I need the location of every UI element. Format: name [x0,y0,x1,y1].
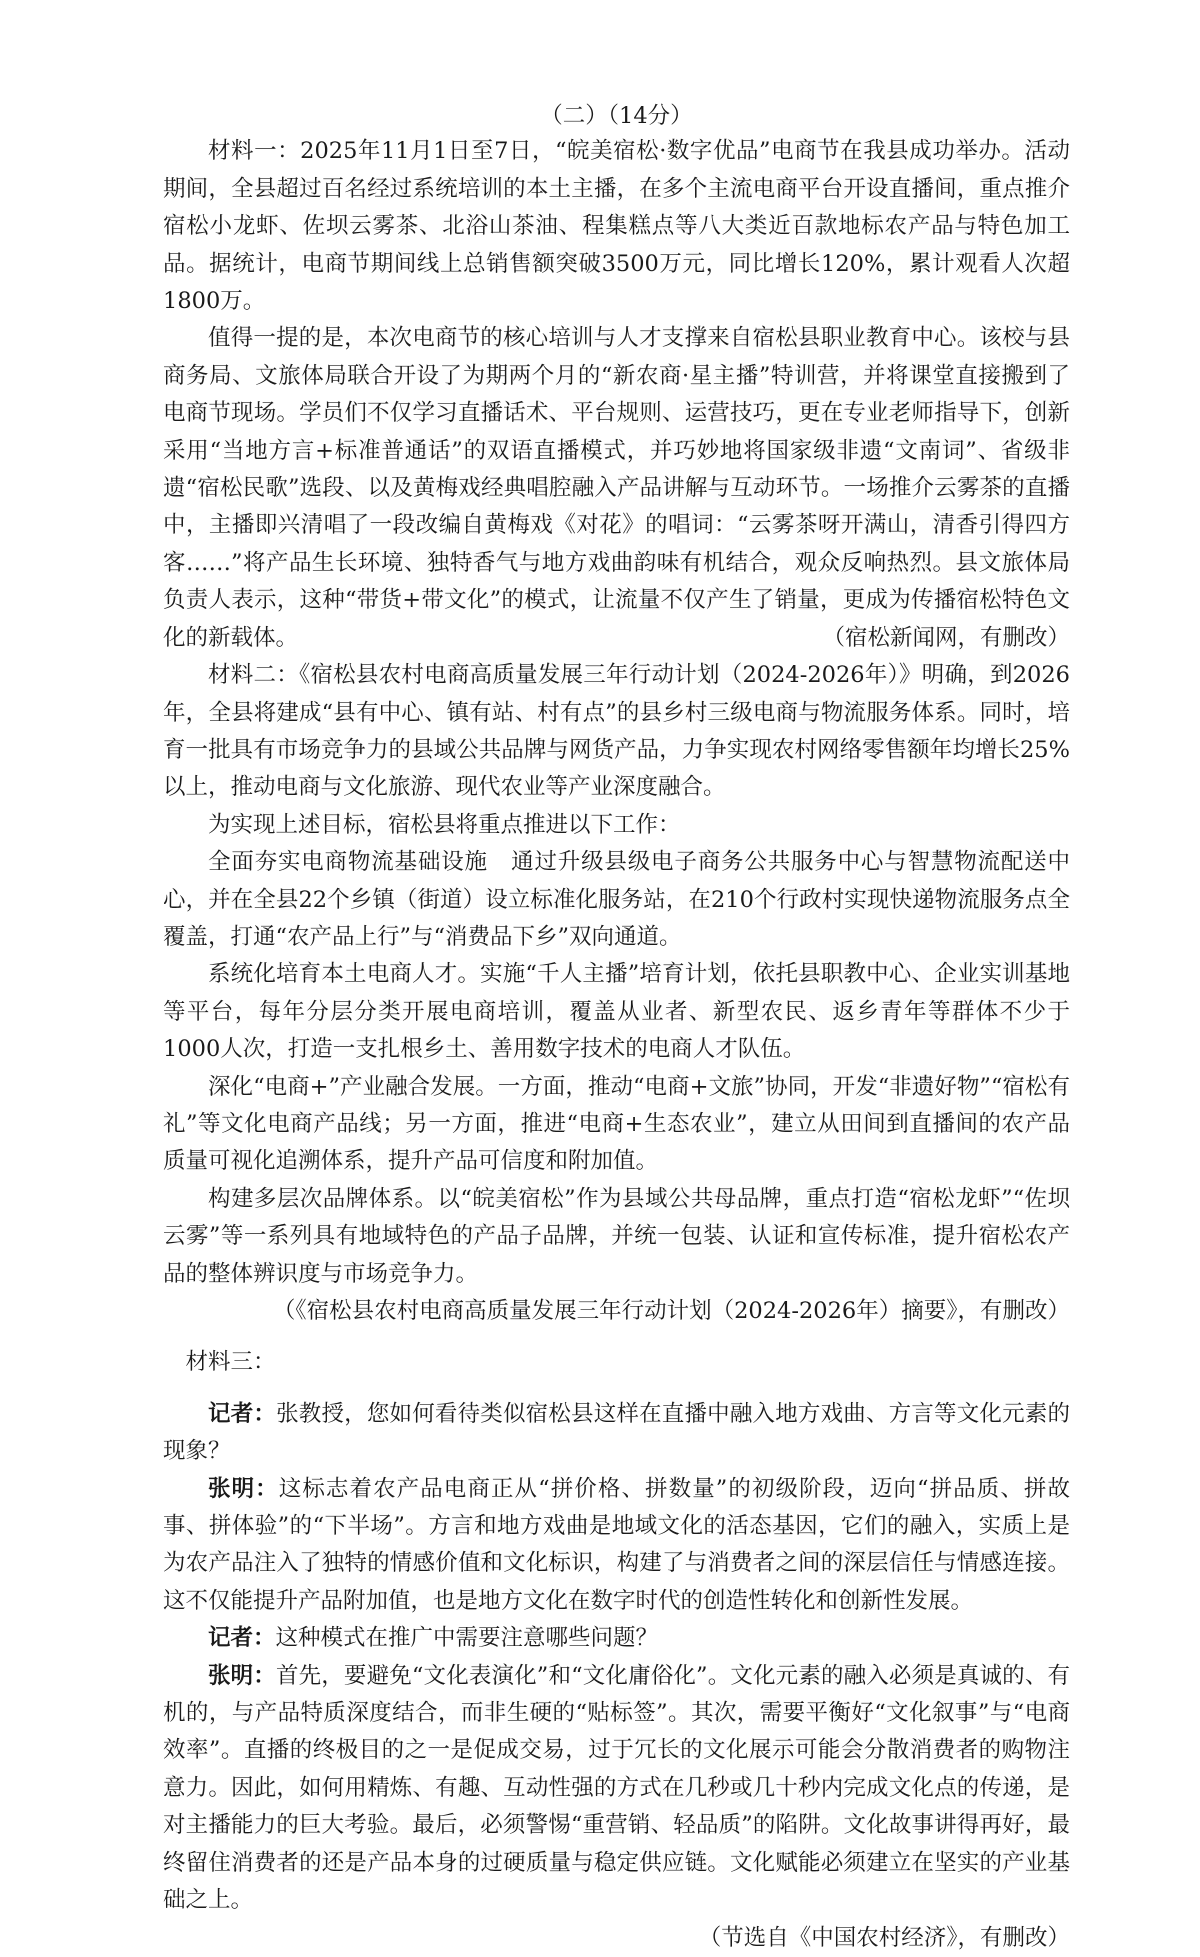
material2-paragraph-3: 全面夯实电商物流基础设施 通过升级县级电子商务公共服务中心与智慧物流配送中心，并在全县22个乡镇（街道）设立标准化服务站，在210个行政村实现快递物流服务点全覆盖，打通“农产品上行”与“消费品下乡”双向通道。 [163,849,1070,950]
speaker-reporter: 记者： [208,1625,276,1652]
material2-paragraph-2: 为实现上述目标，宿松县将重点推进以下工作： [208,811,681,838]
speaker-zhangming: 张明： [208,1662,276,1689]
material3-source: （节选自《中国农村经济》，有删改） [698,1924,1070,1951]
material1-source: （宿松新闻网，有删改） [822,624,1070,651]
material2-source: （《宿松县农村电商高质量发展三年行动计划（2024-2026年）摘要》，有删改） [272,1298,1070,1324]
material3-question-1 [163,1396,1070,1471]
material3-question-2 [163,1620,1070,1657]
material3-label: 材料三： [185,1349,276,1376]
speaker-zhangming: 张明： [208,1475,279,1502]
material2-paragraph-4: 系统化培育本土电商人才。实施“千人主播”培育计划，依托县职教中心、企业实训基地等平台，每年分层分类开展电商培训，覆盖从业者、新型农民、返乡青年等群体不少于1000人次，打造一支扎根乡土、善用数字技术的电商人才队伍。 [163,961,1070,1063]
material3-answer-1 [163,1471,1070,1621]
answer-2-text: 首先，要避免“文化表演化”和“文化庸俗化”。文化元素的融入必须是真诚的、有机的，与产品特质深度结合，而非生硬的“贴标签”。其次，需要平衡好“文化叙事”与“电商效率”。直播的终极目的之一是促成交易，过于冗长的文化展示可能会分散消费者的购物注意力。因此，如何用精炼、有趣、互动性强的方式在几秒或几十秒内完成文化点的传递，是对主播能力的巨大考验。最后，必须警惕“重营销、轻品质”的陷阱。文化故事讲得再好，最终留住消费者的还是产品本身的过硬质量与稳定供应链。文化赋能必须建立在坚实的产业基础之上。 [163,1662,1070,1914]
material2-paragraph-6: 构建多层次品牌体系。以“皖美宿松”作为县域公共母品牌，重点打造“宿松龙虾”“佐坝云雾”等一系列具有地域特色的产品子品牌，并统一包装、认证和宣传标准，提升宿松农产品的整体辨识度与市场竞争力。 [163,1185,1070,1287]
spacer [163,1382,1070,1396]
spacer [163,1330,1070,1344]
material1-paragraph-2 [163,320,1070,657]
material1-paragraph-1: 材料一：2025年11月1日至7日，“皖美宿松·数字优品”电商节在我县成功举办。活动期间，全县超过百名经过系统培训的本土主播，在多个主流电商平台开设直播间，重点推介宿松小龙虾、佐坝云雾茶、北浴山茶油、程集糕点等八大类近百款地标农产品与特色加工品。据统计，电商节期间线上总销售额突破3500万元，同比增长120%，累计观看人次超1800万。 [163,138,1070,315]
answer-1-text: 这标志着农产品电商正从“拼价格、拼数量”的初级阶段，迈向“拼品质、拼故事、拼体验”的“下半场”。方言和地方戏曲是地域文化的活态基因，它们的融入，实质上是为农产品注入了独特的情感价值和文化标识，构建了与消费者之间的深层信任与情感连接。这不仅能提升产品附加值，也是地方文化在数字时代的创造性转化和创新性发展。 [163,1475,1070,1614]
question-1-text: 张教授，您如何看待类似宿松县这样在直播中融入地方戏曲、方言等文化元素的现象？ [163,1400,1070,1465]
question-2-text: 这种模式在推广中需要注意哪些问题？ [275,1625,659,1652]
material1-paragraph-2-text: 值得一提的是，本次电商节的核心培训与人才支撑来自宿松县职业教育中心。该校与县商务局、文旅体局联合开设了为期两个月的“新农商·星主播”特训营，并将课堂直接搬到了电商节现场。学员们不仅学习直播话术、平台规则、运营技巧，更在专业老师指导下，创新采用“当地方言+标准普通话”的双语直播模式，并巧妙地将国家级非遗“文南词”、省级非遗“宿松民歌”选段、以及黄梅戏经典唱腔融入产品讲解与互动环节。一场推介云雾茶的直播中，主播即兴清唱了一段改编自黄梅戏《对花》的唱词：“云雾茶呀开满山，清香引得四方客……”将产品生长环境、独特香气与地方戏曲韵味有机结合，观众反响热烈。县文旅体局负责人表示，这种“带货+带文化”的模式，让流量不仅产生了销量，更成为传播宿松特色文化的新载体。 [163,325,1070,651]
material2-paragraph-1: 材料二：《宿松县农村电商高质量发展三年行动计划（2024-2026年）》明确，到2026年，全县将建成“县有中心、镇有站、村有点”的县乡村三级电商与物流服务体系。同时，培育一批具有市场竞争力的县域公共品牌与网货产品，力争实现农村网络零售额年均增长25%以上，推动电商与文化旅游、现代农业等产业深度融合。 [163,662,1070,801]
speaker-reporter: 记者： [208,1400,277,1427]
section-title: （二）（14分） [540,103,693,129]
material2-paragraph-5: 深化“电商+”产业融合发展。一方面，推动“电商+文旅”协同，开发“非遗好物”“宿松有礼”等文化电商产品线；另一方面，推进“电商+生态农业”，建立从田间到直播间的农产品质量可视化追溯体系，提升产品可信度和附加值。 [163,1073,1070,1175]
